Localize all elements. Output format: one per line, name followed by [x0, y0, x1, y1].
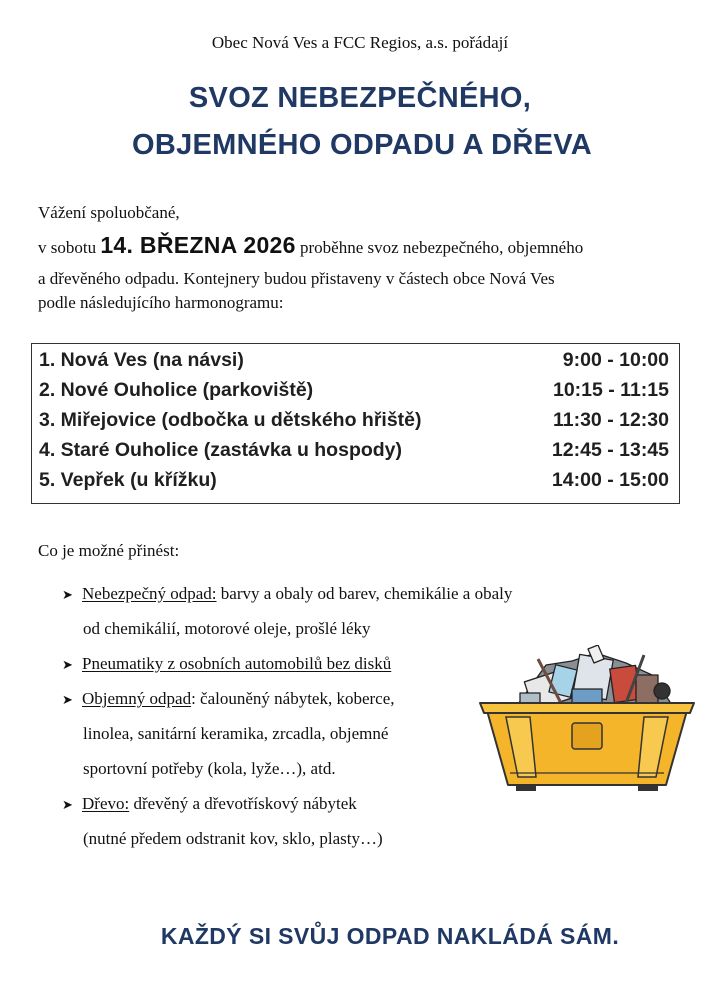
arrow-bullet-icon: ➤ — [62, 658, 73, 673]
arrow-bullet-icon: ➤ — [62, 693, 73, 708]
footer-notice: KAŽDÝ SI SVŮJ ODPAD NAKLÁDÁ SÁM. — [160, 923, 620, 949]
schedule-time: 9:00 - 10:00 — [562, 349, 669, 371]
list-item-label: Objemný odpad — [82, 689, 192, 708]
schedule-row — [39, 436, 672, 465]
title-line-1: SVOZ NEBEZPEČNÉHO, — [188, 82, 532, 114]
schedule-place: 2. Nové Ouholice (parkoviště) — [39, 379, 314, 401]
schedule-time: 14:00 - 15:00 — [551, 469, 669, 491]
announcement-post-date: proběhne svoz nebezpečného, objemného — [295, 238, 584, 257]
list-item-label: Pneumatiky z osobních automobilů bez disků — [82, 654, 392, 673]
arrow-bullet-icon: ➤ — [62, 798, 73, 813]
list-item-text: : čalouněný nábytek, koberce, — [191, 689, 395, 708]
schedule-table — [31, 343, 680, 504]
list-item-text: barvy a obaly od barev, chemikálie a obaly — [216, 584, 513, 603]
list-item-continuation: od chemikálií, motorové oleje, prošlé léky — [83, 619, 371, 638]
greeting: Vážení spoluobčané, — [38, 203, 180, 222]
list-item-bulky — [62, 689, 395, 709]
list-item-hazardous — [62, 584, 512, 604]
title-line-2: OBJEMNÉHO ODPADU A DŘEVA — [132, 129, 592, 161]
collection-date: 14. BŘEZNA 2026 — [100, 232, 296, 258]
schedule-time: 10:15 - 11:15 — [552, 379, 669, 401]
announcement-line-1 — [38, 233, 708, 260]
list-item-tyres — [62, 654, 391, 674]
schedule-row — [39, 376, 672, 405]
list-item-continuation: sportovní potřeby (kola, lyže…), atd. — [83, 759, 336, 778]
schedule-place: 1. Nová Ves (na návsi) — [39, 349, 244, 371]
junk-pile — [516, 645, 672, 710]
schedule-time: 12:45 - 13:45 — [551, 439, 669, 461]
list-item-label: Dřevo: — [82, 794, 130, 813]
waste-skip-container-icon — [476, 645, 698, 795]
arrow-bullet-icon: ➤ — [62, 588, 73, 603]
announcement-line-2: a dřevěného odpadu. Kontejnery budou přistaveny v částech obce Nová Ves — [38, 269, 555, 288]
schedule-place: 3. Miřejovice (odbočka u dětského hřiště) — [39, 409, 422, 431]
schedule-time: 11:30 - 12:30 — [552, 409, 669, 431]
list-item-wood — [62, 794, 357, 814]
list-item-text: dřevěný a dřevotřískový nábytek — [129, 794, 357, 813]
schedule-place: 4. Staré Ouholice (zastávka u hospody) — [39, 439, 403, 461]
schedule-row — [39, 466, 672, 495]
announcement-line-3: podle následujícího harmonogramu: — [38, 293, 284, 312]
what-to-bring-heading: Co je možné přinést: — [38, 541, 180, 560]
announcement-pre-date: v sobotu — [38, 238, 101, 257]
schedule-place: 5. Vepřek (u křížku) — [39, 469, 217, 491]
schedule-row — [39, 406, 672, 435]
list-item-continuation: linolea, sanitární keramika, zrcadla, objemné — [83, 724, 389, 743]
schedule-row — [39, 346, 672, 375]
list-item-label: Nebezpečný odpad: — [82, 584, 217, 603]
organizer-line: Obec Nová Ves a FCC Regios, a.s. pořádají — [211, 33, 509, 52]
list-item-continuation: (nutné předem odstranit kov, sklo, plasty…) — [83, 829, 383, 848]
